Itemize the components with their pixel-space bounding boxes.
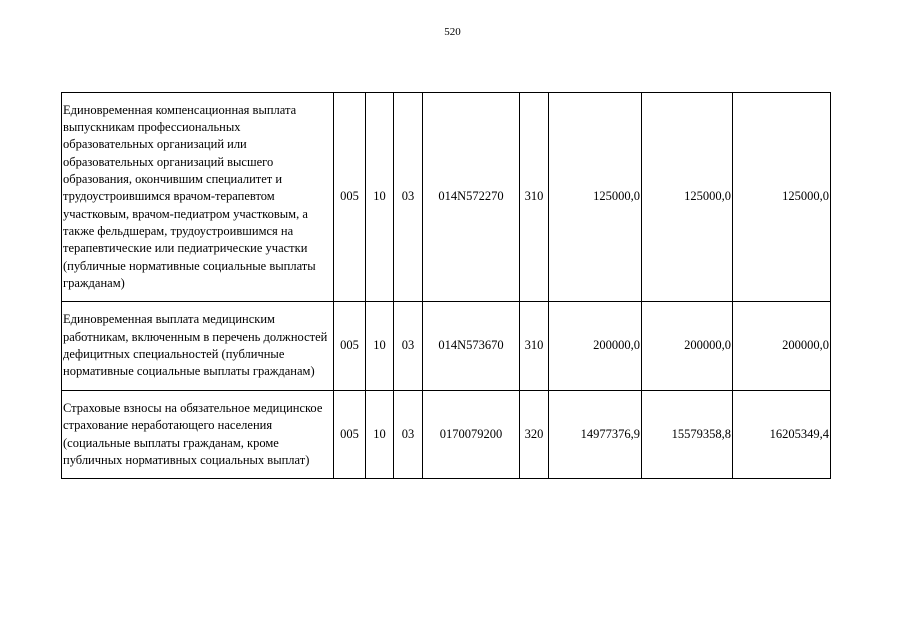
amount-year-3: 200000,0 [733, 302, 831, 391]
amount-year-2: 125000,0 [642, 93, 733, 302]
page-number: 520 [444, 26, 461, 38]
ministry-code: 005 [334, 391, 366, 479]
row-description: Единовременная выплата медицинским работникам, включенным в перечень должностей дефицитных специальностей (публичные нормативные социальные выплаты гражданам) [62, 302, 334, 391]
subsection-code: 03 [394, 391, 423, 479]
expense-type-code: 320 [520, 391, 549, 479]
target-article-code: 0170079200 [423, 391, 520, 479]
target-article-code: 014N572270 [423, 93, 520, 302]
amount-year-1: 200000,0 [549, 302, 642, 391]
expense-type-code: 310 [520, 302, 549, 391]
amount-year-1: 14977376,9 [549, 391, 642, 479]
amount-year-2: 15579358,8 [642, 391, 733, 479]
row-description: Единовременная компенсационная выплата выпускникам профессиональных образовательных организаций или образовательных организаций высшего образования, окончившим специалитет и трудоустроившимся врачом-терапевтом участковым, врачом-педиатром участковым, а также фельдшерам, трудоустроившимся на терапевтические или педиатрические участки (публичные нормативные социальные выплаты гражданам) [62, 93, 334, 302]
subsection-code: 03 [394, 302, 423, 391]
amount-year-3: 16205349,4 [733, 391, 831, 479]
section-code: 10 [366, 93, 394, 302]
amount-year-1: 125000,0 [549, 93, 642, 302]
amount-year-2: 200000,0 [642, 302, 733, 391]
section-code: 10 [366, 391, 394, 479]
table-row [62, 302, 831, 391]
subsection-code: 03 [394, 93, 423, 302]
table-row [62, 391, 831, 479]
amount-year-3: 125000,0 [733, 93, 831, 302]
ministry-code: 005 [334, 302, 366, 391]
ministry-code: 005 [334, 93, 366, 302]
table-row [62, 93, 831, 302]
target-article-code: 014N573670 [423, 302, 520, 391]
expense-type-code: 310 [520, 93, 549, 302]
row-description: Страховые взносы на обязательное медицинское страхование неработающего населения (социальные выплаты гражданам, кроме публичных нормативных социальных выплат) [62, 391, 334, 479]
budget-table [61, 92, 831, 479]
section-code: 10 [366, 302, 394, 391]
